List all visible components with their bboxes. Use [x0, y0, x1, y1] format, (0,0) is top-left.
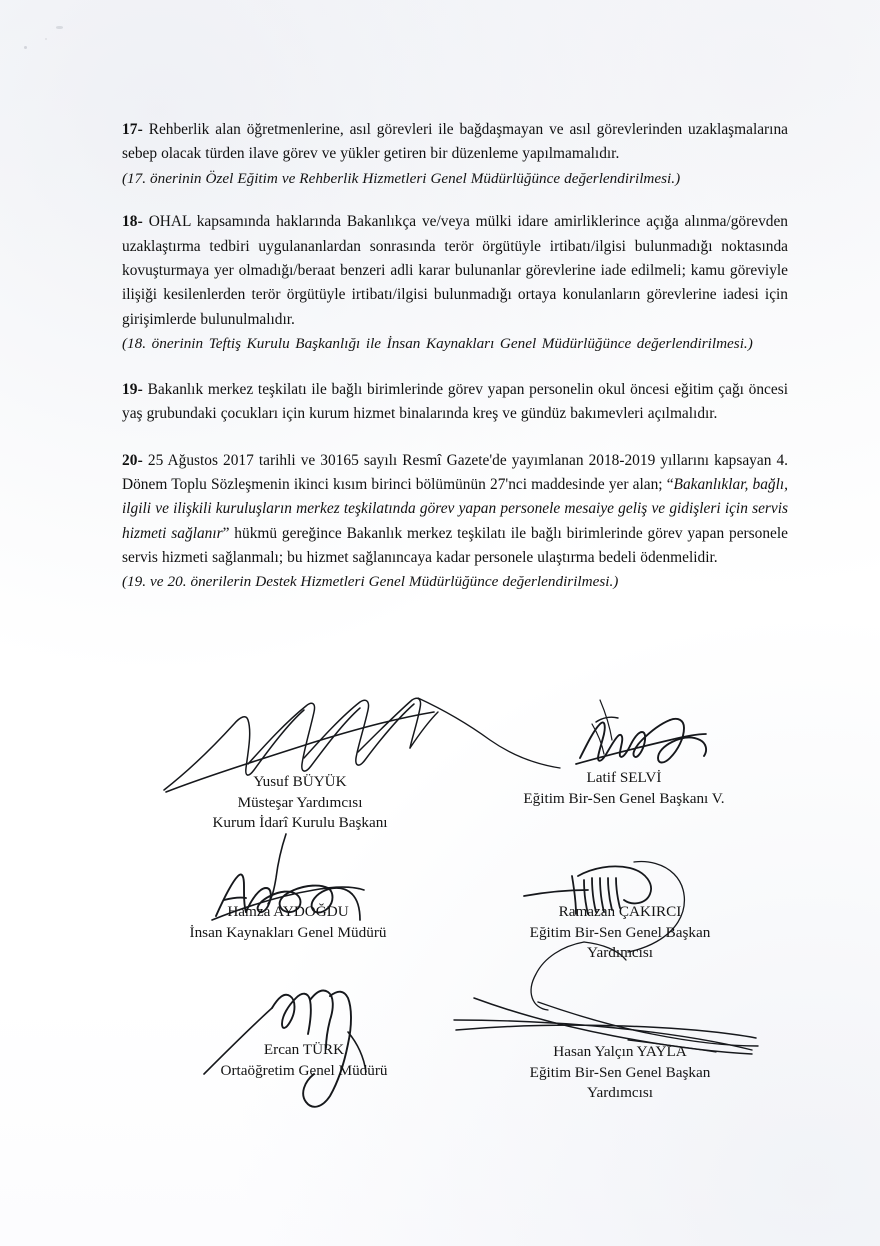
- clause-20-text-part2: ” hükmü gereğince Bakanlık merkez teşkilatı ile bağlı birimlerinde görev yapan personele servis hizmeti sağlanmalı; bu hizmet sağlanıncaya kadar personele ulaştırma bedeli ödenmelidir.: [122, 524, 788, 566]
- signature-name: Ramazan ÇAKIRCI: [558, 903, 682, 920]
- clause-20-number: 20-: [122, 451, 143, 469]
- scan-speck: [24, 46, 27, 49]
- signature-title-line1: Eğitim Bir-Sen Genel Başkan: [529, 923, 711, 941]
- signature-title-line1: İnsan Kaynakları Genel Müdürü: [189, 923, 387, 941]
- signature-block-ercan: [154, 1040, 454, 1081]
- scan-speck: [56, 26, 63, 29]
- signature-title-line2: Kurum İdarî Kurulu Başkanı: [212, 814, 388, 832]
- signature-title-line1: Ortaöğretim Genel Müdürü: [220, 1061, 388, 1079]
- signature-block-ramazan: [470, 902, 770, 964]
- signature-area: [122, 690, 788, 1110]
- signature-title-line2: Yardımcısı: [587, 944, 653, 962]
- signature-title-line1: Müsteşar Yardımcısı: [237, 793, 363, 811]
- clause-20-note: (19. ve 20. önerilerin Destek Hizmetleri Genel Müdürlüğünce değerlendirilmesi.): [122, 573, 619, 591]
- signature-name: Hasan Yalçın YAYLA: [553, 1043, 687, 1060]
- signature-block-hasan: [470, 1042, 770, 1104]
- scan-speck: [45, 38, 47, 40]
- clause-18-number: 18-: [122, 213, 143, 231]
- signature-name: Latif SELVİ: [586, 769, 662, 786]
- clause-19: [122, 378, 788, 427]
- clause-20-text-part1: 25 Ağustos 2017 tarihli ve 30165 sayılı Resmî Gazete'de yayımlanan 2018-2019 yıllarını kapsayan 4. Dönem Toplu Sözleşmenin ikinci kısım birinci bölümünün 27'nci maddesinde yer alan; “: [122, 451, 788, 493]
- signature-title-line1: Eğitim Bir-Sen Genel Başkan: [529, 1063, 711, 1081]
- signature-mark-latif: [574, 712, 714, 776]
- signature-title-line1: Eğitim Bir-Sen Genel Başkanı V.: [523, 789, 725, 807]
- clause-20: [122, 449, 788, 594]
- signature-block-latif: [474, 768, 774, 809]
- clause-17-number: 17-: [122, 121, 143, 138]
- signature-name: Ercan TÜRK: [263, 1041, 345, 1058]
- document-body: [122, 118, 788, 594]
- clause-17-note: (17. önerinin Özel Eğitim ve Rehberlik Hizmetleri Genel Müdürlüğünce değerlendirilmesi.): [122, 169, 681, 187]
- signature-title-line2: Yardımcısı: [587, 1084, 653, 1102]
- clause-17: [122, 118, 788, 190]
- clause-20-quotation: Bakanlıklar, bağlı, ilgili ve ilişkili kuruluşların merkez teşkilatında görev yapan personele mesaiye geliş ve gidişleri için servis hizmeti sağlanır: [122, 475, 788, 542]
- clause-17-text: Rehberlik alan öğretmenlerine, asıl görevleri ile bağdaşmayan ve asıl görevlerinden uzaklaşmalarına sebep olacak türden ilave görev ve yükler getiren bir düzenleme yapılmamalıdır.: [122, 121, 788, 163]
- clause-18-text: OHAL kapsamında haklarında Bakanlıkça ve/veya mülki idare amirliklerince açığa alınma/görevden uzaklaştırma tedbiri uygulananlardan sonrasında terör örgütüyle irtibatı/ilgisi bulunmadığı noktasında kovuşturmaya yer olmadığı/beraat benzeri adli karar bulunanlar görevlerine iade edilmeli; kamu göreviyle ilişiği kesilenlerden terör örgütüyle irtibatı/ilgisi bulunmadığı ortaya konulanların görevlerine iadesi için girişimlerde bulunulmalıdır.: [122, 213, 788, 328]
- clause-18-note: (18. önerinin Teftiş Kurulu Başkanlığı ile İnsan Kaynakları Genel Müdürlüğünce değerlendirilmesi.): [122, 335, 753, 353]
- clause-19-number: 19-: [122, 380, 143, 398]
- signature-stray-stroke-top: [414, 696, 624, 772]
- clause-18: [122, 210, 788, 355]
- signature-block-hamza: [138, 902, 438, 943]
- signature-name: Yusuf BÜYÜK: [253, 773, 347, 790]
- clause-19-text: Bakanlık merkez teşkilatı ile bağlı birimlerinde görev yapan personelin okul öncesi eğitim çağı öncesi yaş grubundaki çocukları için kurum hizmet binalarında kreş ve gündüz bakımevleri açılmalıdır.: [122, 380, 788, 423]
- signature-name: Hamza AYDOĞDU: [227, 903, 349, 920]
- signature-block-yusuf: [150, 772, 450, 834]
